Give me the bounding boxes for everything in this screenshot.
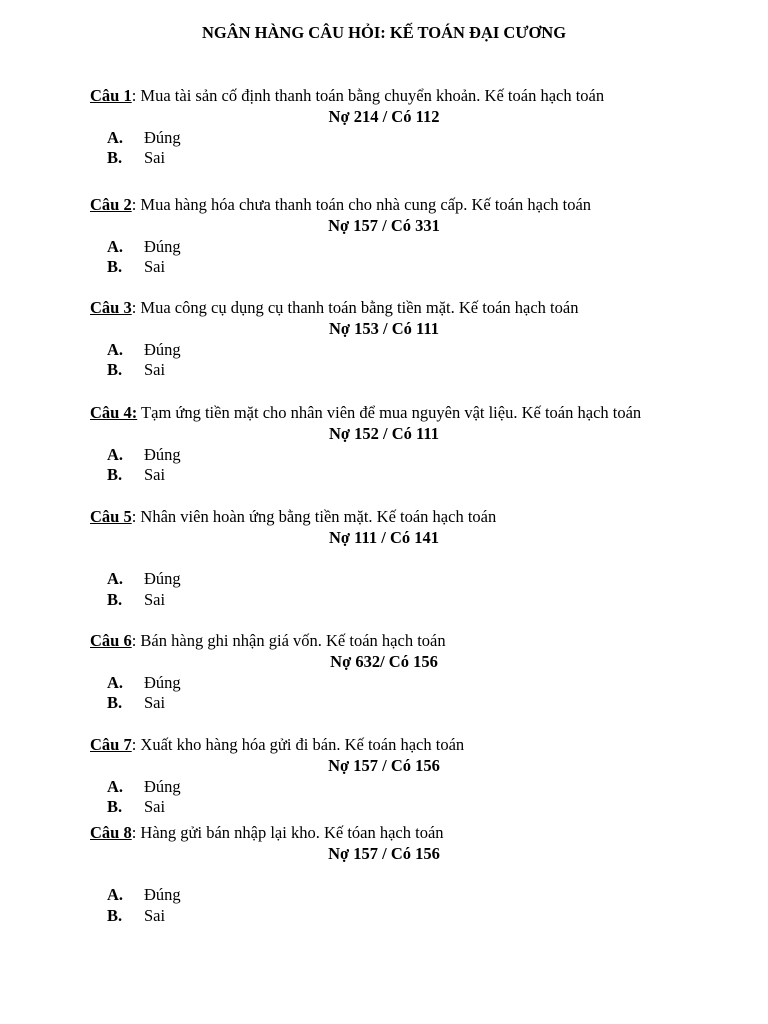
journal-entry: Nợ 632/ Có 156 <box>330 651 438 671</box>
question-text: : Bán hàng ghi nhận giá vốn. Kế toán hạch toán <box>131 631 446 650</box>
question-line <box>90 195 730 216</box>
option-a[interactable] <box>90 237 730 258</box>
option-text: Sai <box>144 906 166 926</box>
option-b[interactable] <box>90 257 730 278</box>
option-text: Đúng <box>144 776 181 796</box>
option-letter: A. <box>107 672 124 692</box>
question-label: Câu 4: <box>90 403 138 422</box>
question-label: Câu 1 <box>90 86 132 105</box>
question-label: Câu 7 <box>90 735 132 754</box>
journal-entry: Nợ 153 / Có 111 <box>329 318 439 338</box>
option-letter: B. <box>107 465 123 485</box>
option-b[interactable] <box>90 693 730 714</box>
option-a[interactable] <box>90 128 730 149</box>
option-letter: A. <box>107 339 124 359</box>
option-text: Sai <box>144 360 166 380</box>
option-b[interactable] <box>90 590 730 611</box>
option-a[interactable] <box>90 777 730 798</box>
option-letter: B. <box>107 257 123 277</box>
question-line <box>90 735 730 756</box>
question-text: : Nhân viên hoàn ứng bằng tiền mặt. Kế toán hạch toán <box>131 507 497 526</box>
journal-entry: Nợ 157 / Có 156 <box>328 843 440 863</box>
option-text: Đúng <box>144 236 181 256</box>
option-text: Đúng <box>144 672 181 692</box>
question-line <box>90 298 730 319</box>
question-label: Câu 5 <box>90 507 132 526</box>
option-b[interactable] <box>90 360 730 381</box>
question-3 <box>90 298 730 381</box>
option-text: Đúng <box>144 885 181 905</box>
document-title: NGÂN HÀNG CÂU HỎI: KẾ TOÁN ĐẠI CƯƠNG <box>201 23 567 42</box>
blank-line <box>90 865 730 886</box>
option-letter: A. <box>107 444 124 464</box>
option-a[interactable] <box>90 673 730 694</box>
question-label: Câu 8 <box>90 823 132 842</box>
option-letter: A. <box>107 569 124 589</box>
question-text: : Mua hàng hóa chưa thanh toán cho nhà cung cấp. Kế toán hạch toán <box>131 195 592 214</box>
option-text: Sai <box>144 693 166 713</box>
option-letter: A. <box>107 776 124 796</box>
option-b[interactable] <box>90 148 730 169</box>
question-line <box>90 86 730 107</box>
option-letter: B. <box>107 590 123 610</box>
option-text: Đúng <box>144 127 181 147</box>
blank-line <box>90 549 730 570</box>
question-text: Tạm ứng tiền mặt cho nhân viên để mua nguyên vật liệu. Kế toán hạch toán <box>137 403 642 422</box>
question-text: : Mua công cụ dụng cụ thanh toán bằng tiền mặt. Kế toán hạch toán <box>131 298 579 317</box>
journal-entry: Nợ 111 / Có 141 <box>329 527 439 547</box>
option-a[interactable] <box>90 340 730 361</box>
option-letter: B. <box>107 148 123 168</box>
option-letter: B. <box>107 906 123 926</box>
question-4 <box>90 403 730 486</box>
option-a[interactable] <box>90 445 730 466</box>
option-text: Đúng <box>144 444 181 464</box>
option-b[interactable] <box>90 906 730 927</box>
question-7 <box>90 735 730 818</box>
question-2 <box>90 195 730 278</box>
question-text: : Mua tài sản cố định thanh toán bằng chuyển khoản. Kế toán hạch toán <box>131 86 605 105</box>
question-6 <box>90 631 730 714</box>
question-label: Câu 2 <box>90 195 132 214</box>
option-a[interactable] <box>90 885 730 906</box>
journal-entry: Nợ 152 / Có 111 <box>329 423 439 443</box>
question-8 <box>90 823 730 927</box>
option-b[interactable] <box>90 465 730 486</box>
journal-entry: Nợ 157 / Có 156 <box>328 755 440 775</box>
question-label: Câu 6 <box>90 631 132 650</box>
question-text: : Xuất kho hàng hóa gửi đi bán. Kế toán hạch toán <box>131 735 465 754</box>
option-text: Đúng <box>144 339 181 359</box>
question-line <box>90 823 730 844</box>
option-letter: A. <box>107 127 124 147</box>
option-letter: A. <box>107 885 124 905</box>
question-line <box>90 403 730 424</box>
option-text: Đúng <box>144 569 181 589</box>
option-letter: B. <box>107 693 123 713</box>
option-text: Sai <box>144 257 166 277</box>
question-line <box>90 631 730 652</box>
question-label: Câu 3 <box>90 298 132 317</box>
option-letter: B. <box>107 797 123 817</box>
option-letter: B. <box>107 360 123 380</box>
question-line <box>90 507 730 528</box>
option-text: Sai <box>144 590 166 610</box>
option-text: Sai <box>144 465 166 485</box>
option-a[interactable] <box>90 569 730 590</box>
question-1 <box>90 86 730 169</box>
option-text: Sai <box>144 797 166 817</box>
journal-entry: Nợ 157 / Có 331 <box>328 215 440 235</box>
option-b[interactable] <box>90 797 730 818</box>
journal-entry: Nợ 214 / Có 112 <box>328 106 440 126</box>
option-letter: A. <box>107 236 124 256</box>
question-5 <box>90 507 730 611</box>
question-text: : Hàng gửi bán nhập lại kho. Kế tóan hạch toán <box>131 823 444 842</box>
option-text: Sai <box>144 148 166 168</box>
